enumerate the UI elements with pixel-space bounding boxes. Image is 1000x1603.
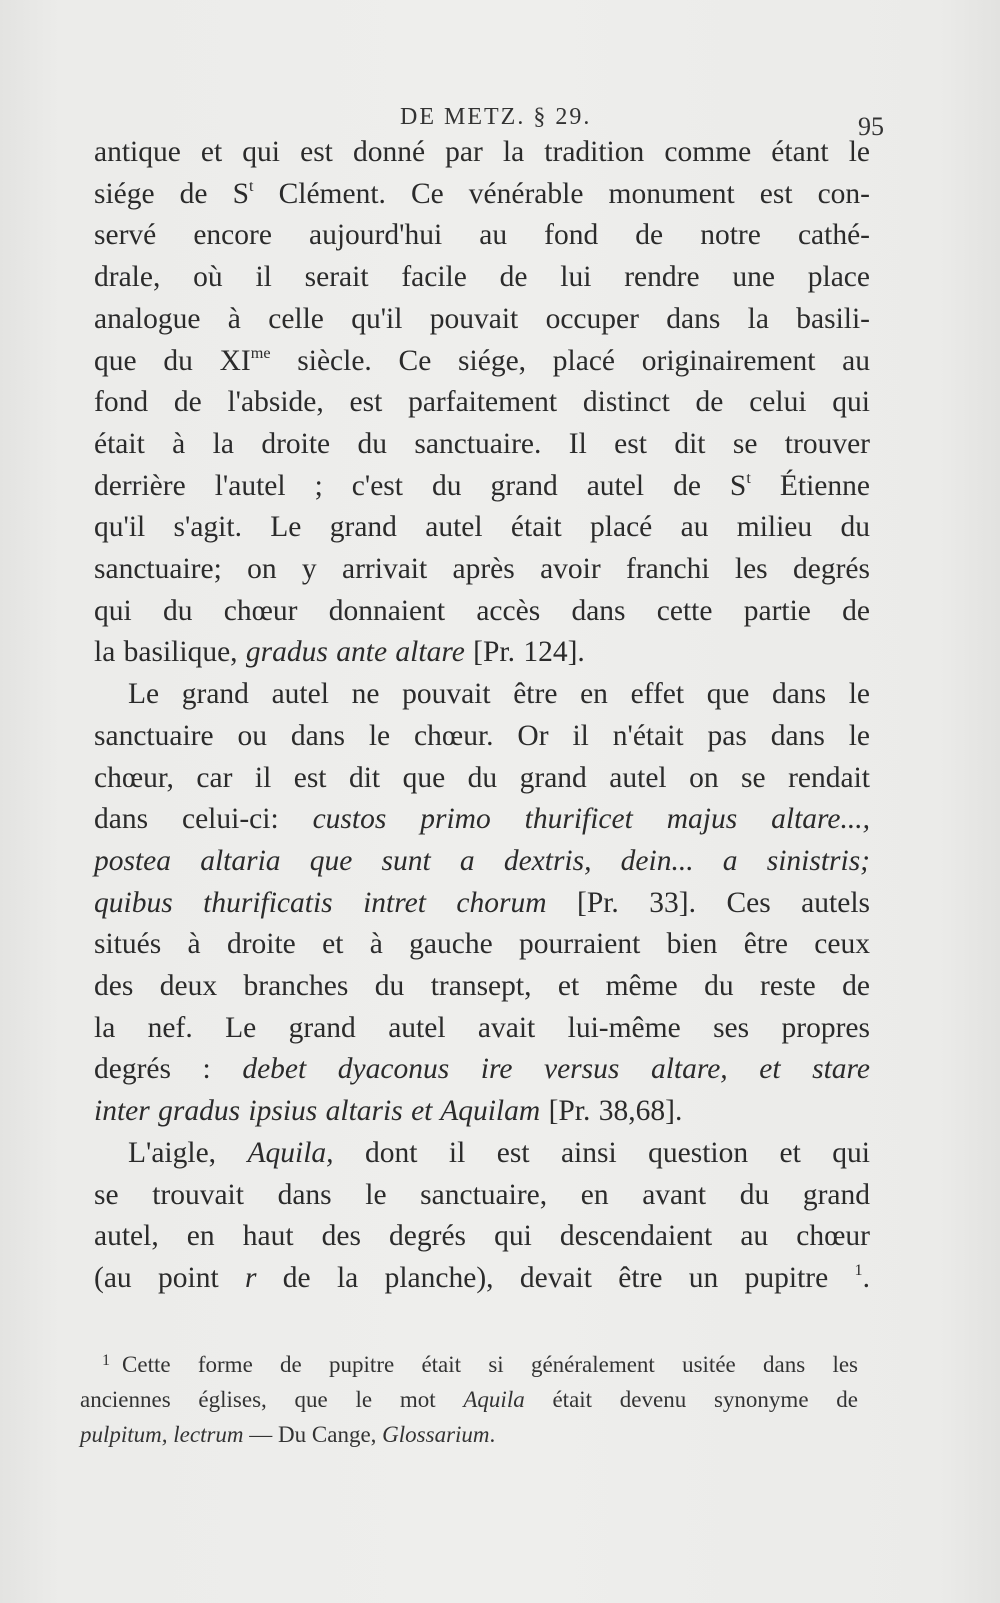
text-line: situés à droite et à gauche pourraient bien être ceux [94,928,870,961]
latin-quote: custos primo thurificet majus altare..., [312,803,870,836]
footnote-line: anciennes églises, que le mot Aquila était devenu synonyme de [80,1387,858,1413]
text-line: qu'il s'agit. Le grand autel était placé au milieu du [94,511,870,544]
latin-quote: debet dyaconus ire versus altare, et stare [242,1053,871,1086]
text-line: servé encore aujourd'hui au fond de notre cathé- [94,219,870,252]
text-line: derrière l'autel ; c'est du grand autel de $S^t$ Étienne [94,468,870,502]
text-line: était à la droite du sanctuaire. Il est dit se trouver [94,427,870,460]
text-line: la basilique, gradus ante altare [Pr. 124]. [94,636,585,669]
text-line: chœur, car il est dit que du grand autel on se rendait [94,761,870,794]
text-line: qui du chœur donnaient accès dans cette partie de [94,594,870,627]
latin-quote: postea altaria que sunt a dextris, dein... a sinistris; [94,844,870,877]
text-line: L'aigle, Aquila, dont il est ainsi question et qui [128,1136,870,1169]
text-line: siége de $S^t$ Clément. Ce vénérable monument est con- [94,176,870,210]
latin-quote: inter gradus ipsius altaris et Aquilam [94,1095,541,1128]
text-line: autel, en haut des degrés qui descendaient au chœur [94,1220,870,1253]
running-head: DE METZ. § 29. [400,104,592,130]
footnote-line: $^1$ Cette forme de pupitre était si généralement usitée dans les [102,1352,858,1378]
plan-letter: r [244,1261,257,1294]
text-line: Le grand autel ne pouvait être en effet que dans le [128,678,870,711]
text-line: se trouvait dans le sanctuaire, en avant du grand [94,1178,870,1211]
text-line: la nef. Le grand autel avait lui-même ses propres [94,1011,870,1044]
page-number: 95 [858,112,884,141]
text-line: dans celui-ci: custos primo thurificet majus altare..., [94,803,870,836]
paragraph-3 [94,1133,870,1300]
footnote-line: pulpitum, lectrum — Du Cange, Glossarium. [80,1422,496,1448]
latin-quote: gradus ante altare [245,636,465,669]
latin-word: Aquila, [247,1136,334,1169]
footnote [80,1343,858,1452]
text-line: fond de l'abside, est parfaitement distinct de celui qui [94,386,870,419]
paragraph-1 [94,132,870,674]
text-line: sanctuaire; on y arrivait après avoir franchi les degrés [94,553,870,586]
text-line: quibus thurificatis intret chorum [Pr. 33]. Ces autels [94,886,870,919]
text-line: analogue à celle qu'il pouvait occuper dans la basili- [94,302,870,335]
superscript: me [250,343,271,362]
superscript: t [249,176,254,195]
text-line: drale, où il serait facile de lui rendre une place [94,261,870,294]
footnote-reference: 1 [854,1260,863,1279]
superscript: t [746,468,751,487]
text-line: antique et qui est donné par la tradition comme étant le [94,136,870,168]
glossarium-title: Glossarium [382,1422,490,1448]
text-line: sanctuaire ou dans le chœur. Or il n'était pas dans le [94,719,870,752]
text-line [94,841,870,883]
latin-word: Aquila [463,1387,525,1413]
text-line: (au point r de la planche), devait être un pupitre $^1$. [94,1260,871,1294]
text-line: inter gradus ipsius altaris et Aquilam [Pr. 38,68]. [94,1095,683,1128]
text-line: que du $XI^{me}$ siècle. Ce siége, placé originairement au [94,343,870,377]
footnote-marker: 1 [102,1352,111,1369]
text-line: des deux branches du transept, et même du reste de [94,970,870,1003]
paragraph-2 [94,674,870,1133]
latin-words: pulpitum, lectrum [80,1422,244,1448]
text-line: degrés : debet dyaconus ire versus altare, et stare [94,1053,871,1086]
latin-quote: quibus thurificatis intret chorum [94,886,547,919]
body-text [94,132,870,1300]
